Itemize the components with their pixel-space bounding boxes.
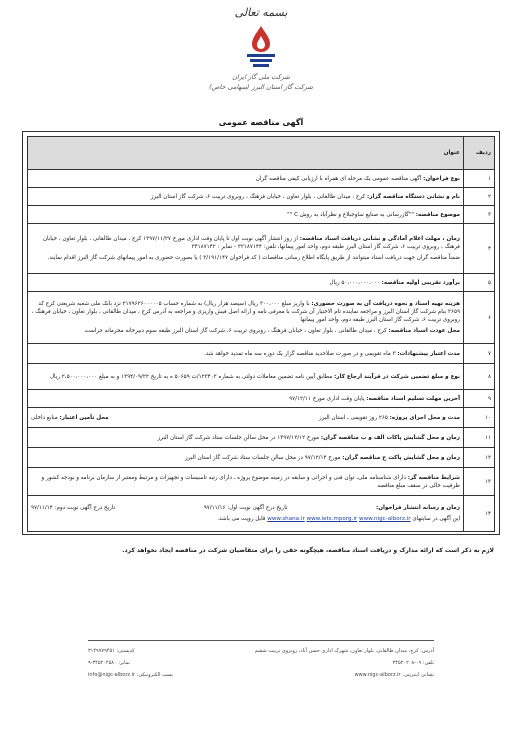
row-text: از روز انتشار آگهی نوبت اول تا پایان وقت اداری مورخ ۱۳۹۷/۱۱/۲۷ کرج ، میدان طالقانی ، بلوار تعاون ، خیابان فرهنگ ، روبروی تربیت ۶، شرکت گاز استان البرز طبقه دوم، واحد امور پیمانها، تلفن: ۳۲۱۸۷۱۴۴ - نمابر : ۳۴۱۸۷۱۴۲ — [42, 236, 460, 250]
link-shana[interactable]: www.shana.ir — [267, 516, 305, 522]
table-row — [28, 206, 495, 224]
row-content — [28, 206, 464, 224]
company-name-line2: شرکت گاز استان البرز (سهامی خاص) — [209, 83, 313, 91]
company-name-line1: شرکت ملی گاز ایران — [232, 73, 290, 81]
row-label: زمان ، مهلت اعلام آمادگی و نشانی دریافت اسناد مناقصه: — [299, 236, 460, 242]
column-header-title: عنوان — [28, 137, 464, 170]
row-number: ۷ — [464, 344, 495, 364]
bismillah-text: بسمه تعالی — [234, 6, 288, 19]
row-number: ۶ — [464, 292, 495, 344]
row-number: ۱ — [464, 170, 495, 188]
company-logo-icon — [243, 24, 279, 70]
row-content — [28, 224, 464, 274]
footer-fax: نمابر: ۳۴۵۲۰۴۵۸۰-۹ — [88, 660, 130, 666]
row-label: شرایط مناقصه گر: — [407, 474, 460, 481]
row-text: منابع داخلی — [31, 414, 60, 421]
row-content — [28, 390, 464, 408]
footer-website-label: نشانی اینترنتی: — [402, 672, 434, 678]
row-text: ۵۰،۰۰۰،۰۰۰،۰۰۰ ریال — [329, 279, 382, 286]
row-label: نوع فراخوان: — [423, 175, 460, 182]
footer-postal-code: کدپستی: ۳۱۴۹۷۷۹۴۵۱ — [88, 648, 135, 654]
table-row — [28, 408, 495, 428]
row-content — [28, 170, 464, 188]
row-content — [28, 364, 464, 390]
footer-email-label: پست الکترونیکی: — [136, 672, 173, 678]
table-row — [28, 224, 495, 274]
row-text: با واریز مبلغ ۳۰۰،۰۰۰ ریال (سیصد هزار ریال) به شماره حساب ۲۱۷۹۶۳۶۰۰۰۰۰۵ نزد بانک ملی شعبه شریعتی کرج کد ۳۶۵۹ بنام شرکت گاز استان البرز و مراجعه نماینده تام الاختیار آن شرکت با معرفی نامه و ارائه اصل فیش واریزی و مراجعه به آدرس کرج ، میدان طالقانی ، بلوار تعاون ، خیابان فرهنگ ، روبروی تربیت ۶، شرکت گاز استان البرز طبقه دوم، واحد امور پیمانها — [31, 301, 460, 323]
row-content — [28, 292, 464, 344]
row-text: آگهی مناقصه عمومی یک مرحله ای همراه با ارزیابی کیفی مناقصه گران — [255, 175, 424, 182]
link-nigc-alborz[interactable]: www.nigc-alborz.ir — [359, 516, 411, 522]
row-content — [28, 496, 464, 532]
row-label: محل تأمین اعتبار: — [59, 414, 109, 421]
publish-date-second: تاریخ درج آگهی نوبت دوم: ۹۷/۱۱/۱۴ — [31, 505, 116, 511]
row-content — [28, 428, 464, 448]
row-text: پایان وقت اداری مورخ ۹۷/۱۲/۱۱ — [289, 395, 367, 402]
row-number: ۱۳ — [464, 468, 495, 496]
row-text: مطابق آیین نامه تضمین معاملات دولتی به شماره ۱۲۳۴۰۲/ت ۵۰۶۵۹ ه به تاریخ ۱۳۹۴/۰۹/۲۲ و به مبلغ ۲،۵۰۰،۰۰۰،۰۰۰ ریال — [49, 373, 335, 380]
row-text: مورخ ۹۷/۱۲/۱۴ در محل سالن جلسات ستاد شرکت گاز استان البرز — [185, 454, 343, 461]
row-number: ۲ — [464, 188, 495, 206]
row-content — [28, 188, 464, 206]
footer-website-link[interactable]: www.nigc-alborz.ir — [354, 672, 401, 678]
row-number: ۹ — [464, 390, 495, 408]
table-row — [28, 496, 495, 532]
footer-address: آدرس: کرج، میدان طالقانی، بلوار تعاون، شهرک اداری حسن آباد، روبروی تربیت ششم — [254, 648, 434, 654]
table-row — [28, 390, 495, 408]
row-label: آخرین مهلت تسلیم اسناد مناقصه: — [366, 395, 460, 402]
page-footer — [88, 645, 434, 681]
row-label: زمان و محل گشایش پاکت ج مناقصه گران: — [342, 454, 460, 461]
table-row — [28, 170, 495, 188]
row-number: ۱۰ — [464, 408, 495, 428]
row-label: هزینه تهیه اسناد و نحوه دریافت آن به صورت حضوری: — [311, 301, 460, 307]
row-label: مدت اعتبار پیشنهادات: — [397, 350, 460, 357]
tender-title: آگهی مناقصه عمومی — [218, 118, 304, 127]
row-number: ۱۴ — [464, 496, 495, 532]
table-row — [28, 364, 495, 390]
row-label: زمان و رسانه انتشار فراخوان: — [376, 505, 460, 511]
row-content — [28, 274, 464, 292]
row-content — [28, 344, 464, 364]
row-label: مدت و محل اجرای پروژه: — [389, 414, 460, 421]
row-number: ۵ — [464, 274, 495, 292]
table-row — [28, 188, 495, 206]
document-header — [0, 6, 522, 130]
row-label: محل عودت اسناد مناقصه: — [388, 328, 460, 334]
link-iets[interactable]: www.iets.mporg.ir — [306, 516, 358, 522]
row-label: نام و نشانی دستگاه مناقصه گزار: — [367, 193, 460, 200]
tender-table — [27, 136, 495, 532]
row-number: ۸ — [464, 364, 495, 390]
row-label: زمان و محل گشایش پاکات الف و ب مناقصه گران: — [320, 434, 460, 441]
row-note: ضمناً مناقصه گران جهت دریافت اسناد میتوانند از طریق پایگاه اطلاع رسانی مناقصات ( کد فراخوان ۳/۱۹۱/۱۴۷ ) یا بصورت حضوری به امور پیمانهای شرکت گاز البرز اقدام نمایند. — [47, 255, 460, 261]
footer-phone: تلفن: ۰۹-۳۴۵۲۰۲۰۸ — [392, 660, 434, 666]
row-text: ""گازرسانی به صنایع ساوجبلاغ و نظرآباد به روش C "" — [287, 211, 416, 218]
table-header-row — [28, 137, 495, 170]
row-number: ۱۲ — [464, 448, 495, 468]
row-number: ۴ — [464, 224, 495, 274]
row-text: کرج ، میدان طالقانی ، بلوار تعاون ، خیابان فرهنگ ، روبروی تربیت ۶، شرکت گاز استان البرز — [150, 193, 367, 200]
row-number: ۳ — [464, 206, 495, 224]
table-row — [28, 274, 495, 292]
company-name — [0, 72, 522, 92]
sites-intro: این آگهی در سایتهای — [412, 516, 460, 522]
row-number: ۱۱ — [464, 428, 495, 448]
disclaimer-note: لازم به ذکر است که ارائه مدارک و دریافت اسناد مناقصه، هیچگونه حقی را برای متقاضیان شرکت در مناقصه ایجاد نخواهد کرد. — [122, 547, 494, 554]
row-text: کرج ، میدان طالقانی ، بلوار تعاون ، خیابان فرهنگ ، روبروی تربیت ۶، شرکت گاز استان البرز طبقه سوم دبیرخانه محرمانه حراست — [84, 328, 389, 334]
row-text: ۳ ماه تقویمی و در صورت صلاحدید مناقصه گزار یک دوره سه ماه تمدید خواهد شد. — [204, 350, 398, 357]
row-label: نوع و مبلغ تضمین شرکت در فرآیند ارجاع کار: — [334, 373, 460, 380]
sites-end: قابل رویت می باشد. — [217, 516, 266, 522]
footer-email-link[interactable]: info@nigc-alborz.ir — [88, 672, 136, 678]
table-row — [28, 448, 495, 468]
row-label: موضوع مناقصه: — [415, 211, 460, 218]
publish-date-first: تاریخ درج آگهی نوبت اول: ۹۷/۱۱/۱۶ — [203, 505, 288, 511]
row-content — [28, 468, 464, 496]
row-label: برآورد تقریبی اولیه مناقصه: — [381, 279, 460, 286]
table-row — [28, 292, 495, 344]
row-text: ۲۶۵ روز تقویمی ـ استان البرز — [319, 414, 390, 421]
table-row — [28, 344, 495, 364]
table-row — [28, 468, 495, 496]
footer-divider — [88, 640, 434, 641]
row-content — [28, 408, 464, 428]
row-text: دارای شناسنامه ملی، توان فنی و اجرائی و سابقه در زمینه موضوع پروژه ـ دارای رتبه تاسیسات و تجهیزات و مرتبط ومعتبر از سازمان برنامه و بودجه کشور و ظرفیت خالی در سقف مبلغ مناقصه — [41, 474, 460, 489]
row-text: مورخ ۱۳۹۷/۱۲/۱۲ در محل سالن جلسات ستاد شرکت گاز استان البرز — [157, 434, 321, 441]
table-row — [28, 428, 495, 448]
column-header-row-number: ردیف — [464, 137, 495, 170]
row-content — [28, 448, 464, 468]
